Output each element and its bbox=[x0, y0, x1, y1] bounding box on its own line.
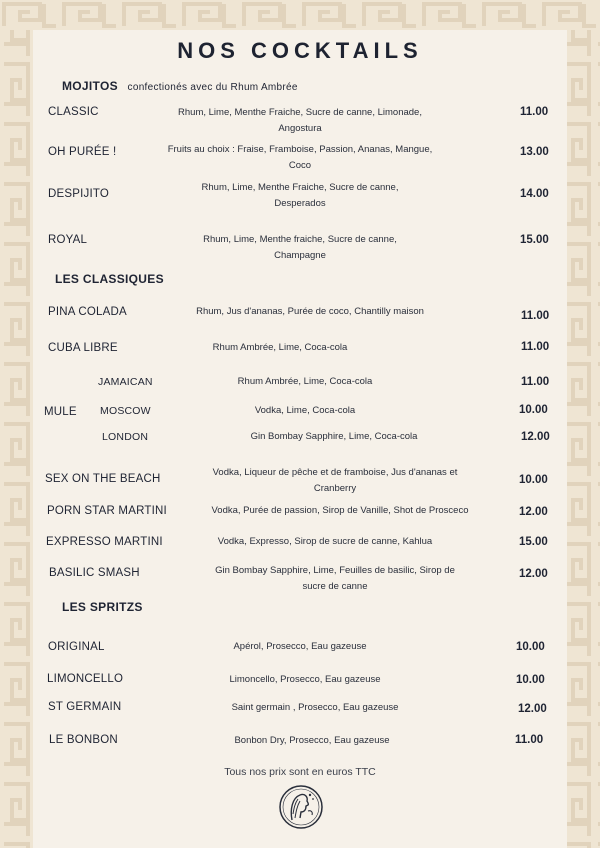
menu-item-name: EXPRESSO MARTINI bbox=[46, 536, 163, 548]
page-title: NOS COCKTAILS bbox=[177, 38, 423, 63]
mule-item-desc: Rhum Ambrée, Lime, Coca-cola bbox=[237, 376, 373, 387]
menu-item-name: LE BONBON bbox=[49, 734, 118, 746]
menu-item-price: 15.00 bbox=[520, 234, 549, 246]
menu-item-price: 11.00 bbox=[520, 106, 549, 118]
menu-item-desc: Vodka, Expresso, Sirop de sucre de canne, Kahlua bbox=[217, 536, 433, 547]
menu-item-name: ST GERMAIN bbox=[48, 701, 122, 713]
menu-item-desc: Rhum Ambrée, Lime, Coca-cola bbox=[212, 342, 348, 353]
menu-item-price: 12.00 bbox=[519, 506, 548, 518]
menu-item-desc: Saint germain , Prosecco, Eau gazeuse bbox=[231, 702, 399, 713]
menu-item-name: ROYAL bbox=[48, 234, 88, 246]
menu-item-price: 14.00 bbox=[520, 188, 549, 200]
menu-item-price: 11.00 bbox=[515, 734, 544, 746]
mule-item-price: 11.00 bbox=[521, 376, 550, 388]
menu-item-name: CLASSIC bbox=[48, 106, 99, 118]
menu-item-desc: Limoncello, Prosecco, Eau gazeuse bbox=[229, 674, 381, 685]
section-classiques: LES CLASSIQUES bbox=[55, 272, 164, 286]
mule-item-name: JAMAICAN bbox=[98, 376, 153, 388]
menu-item-desc: Rhum, Lime, Menthe fraiche, Sucre de canne, Champagne bbox=[203, 234, 397, 261]
menu-item-price: 11.00 bbox=[521, 341, 550, 353]
mule-item-name: MOSCOW bbox=[100, 405, 151, 417]
mule-item-name: LONDON bbox=[102, 431, 149, 443]
mule-item-price: 12.00 bbox=[521, 431, 550, 443]
menu-item-name: CUBA LIBRE bbox=[48, 342, 118, 354]
price-note: Tous nos prix sont en euros TTC bbox=[224, 766, 376, 778]
menu-item-price: 12.00 bbox=[519, 568, 548, 580]
section-label: MOJITOS bbox=[62, 79, 118, 93]
menu-item-price: 10.00 bbox=[516, 674, 545, 686]
woman-profile-logo-icon bbox=[278, 784, 324, 830]
menu-item-desc: Vodka, Liqueur de pêche et de framboise, Jus d'ananas et Cranberry bbox=[212, 467, 458, 494]
menu-item-name: PORN STAR MARTINI bbox=[47, 505, 167, 517]
mule-group-label: MULE bbox=[44, 406, 77, 418]
menu-item-desc: Rhum, Jus d'ananas, Purée de coco, Chantilly maison bbox=[196, 306, 424, 317]
menu-item-desc: Rhum, Lime, Menthe Fraiche, Sucre de canne, Limonade, Angostura bbox=[178, 107, 422, 134]
menu-item-desc: Apérol, Prosecco, Eau gazeuse bbox=[233, 641, 367, 652]
menu-item-price: 10.00 bbox=[516, 641, 545, 653]
menu-item-desc: Gin Bombay Sapphire, Lime, Feuilles de basilic, Sirop de sucre de canne bbox=[215, 565, 455, 592]
menu-item-name: OH PURÉE ! bbox=[48, 146, 117, 158]
section-note: confectionés avec du Rhum Ambrée bbox=[127, 82, 298, 93]
section-spritzs: LES SPRITZS bbox=[62, 600, 143, 614]
section-mojitos bbox=[62, 79, 298, 93]
menu-item-name: DESPIJITO bbox=[48, 188, 110, 200]
mule-item-desc: Gin Bombay Sapphire, Lime, Coca-cola bbox=[250, 431, 418, 442]
menu-item-price: 15.00 bbox=[519, 536, 548, 548]
mule-item-price: 10.00 bbox=[519, 404, 548, 416]
menu-item-name: LIMONCELLO bbox=[47, 673, 124, 685]
menu-item-price: 13.00 bbox=[520, 146, 549, 158]
menu-item-desc: Vodka, Purée de passion, Sirop de Vanille, Shot de Prosceco bbox=[211, 505, 469, 516]
menu-item-desc: Fruits au choix : Fraise, Framboise, Passion, Ananas, Mangue, Coco bbox=[167, 144, 433, 171]
menu-item-name: ORIGINAL bbox=[48, 641, 105, 653]
menu-item-name: PINA COLADA bbox=[48, 306, 127, 318]
menu-item-price: 11.00 bbox=[521, 310, 550, 322]
menu-item-price: 10.00 bbox=[519, 474, 548, 486]
menu-item-price: 12.00 bbox=[518, 703, 547, 715]
menu-item-name: BASILIC SMASH bbox=[49, 567, 140, 579]
menu-item-name: SEX ON THE BEACH bbox=[45, 473, 161, 485]
menu-item-desc: Rhum, Lime, Menthe Fraiche, Sucre de canne, Desperados bbox=[201, 182, 399, 209]
mule-item-desc: Vodka, Lime, Coca-cola bbox=[254, 405, 356, 416]
menu-item-desc: Bonbon Dry, Prosecco, Eau gazeuse bbox=[234, 735, 390, 746]
